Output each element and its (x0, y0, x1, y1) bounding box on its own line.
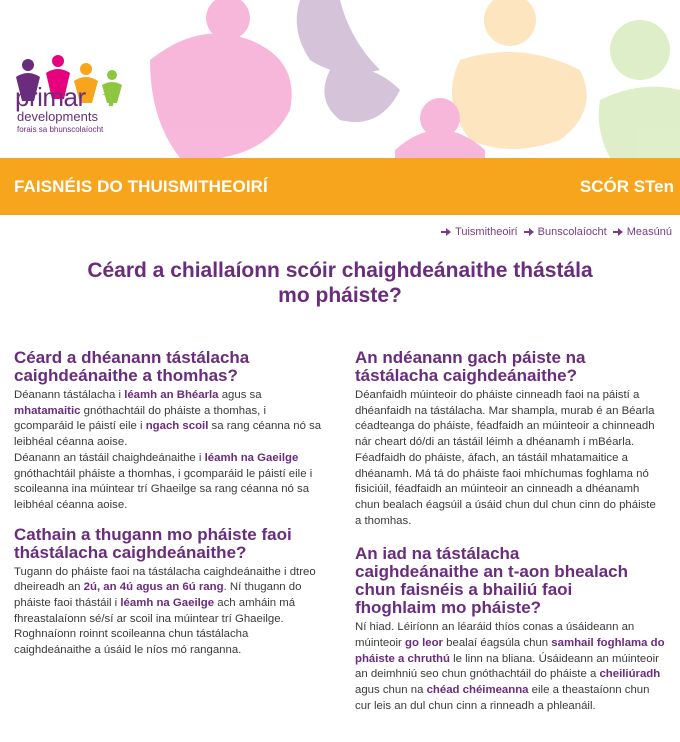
paragraph (14, 451, 324, 514)
logo-wordmark: primar (15, 82, 86, 112)
breadcrumb-label: Bunscolaíocht (537, 226, 607, 238)
text: bealaí éagsúla chun (443, 637, 552, 650)
highlight-text: samhail foghlama do pháiste a chruthú (355, 637, 665, 665)
figure-green (599, 20, 680, 158)
section-heading (14, 349, 324, 385)
heading-line: thástálacha caighdeánaithe? (14, 542, 247, 562)
banner-score-label: SCÓR STen (579, 177, 674, 196)
highlight-text: chéad chéimeanna (426, 684, 529, 697)
figure-purple-small (324, 68, 400, 123)
paragraph (355, 620, 665, 714)
paragraph (14, 388, 324, 451)
text: gnóthachtáil do pháiste a thomhas, i gcomparáid le páistí eile i (14, 404, 267, 433)
text: Déanann tástálacha i (14, 389, 125, 401)
section-heading (14, 526, 324, 562)
text: gnóthachtáil pháiste a thomhas, i gcomparáid le páistí eile i scoileanna ina múintear trí Ghaeilge sa rang céanna nó sa leibhéal céanna aoise. (14, 467, 313, 511)
heading-line: caighdeánaithe a thomhas? (14, 366, 238, 385)
text: le linn na bliana. Úsáideann an múinteoir an deimhniú seo chun gnóthachtáil do pháiste a (355, 652, 659, 681)
breadcrumb-label: Measúnú (626, 226, 672, 238)
heading-line: tástálacha caighdeánaithe? (355, 366, 578, 385)
page-title (0, 258, 680, 308)
heading-line: fhoghlaim mo pháiste? (355, 598, 542, 618)
breadcrumb-item-assessment[interactable] (613, 226, 672, 238)
figure-purple (297, 0, 380, 73)
section-what-measure (14, 349, 324, 514)
section-only-way (355, 545, 665, 714)
text: ach amháin má fhreastalaíonn sé/sí ar scoil ina múintear trí Ghaeilge. Roghnaíonn roinnt scoileanna chun tástálacha caighdeánaithe a úsáid le níos mó ranganna. (14, 597, 296, 657)
section-every-child (355, 349, 665, 529)
highlight-text: go leor (405, 637, 443, 650)
highlight-text: léamh na Gaeilge (204, 451, 299, 464)
arrow-right-icon (613, 227, 623, 237)
text: eile a theastaíonn chun cur leis an dul chun cinn a rinneadh a phleanáil. (355, 684, 650, 712)
highlight-text: 2ú, an 4ú agus an 6ú rang (83, 581, 224, 594)
heading-line: Cathain a thugann mo pháiste faoi (14, 524, 292, 544)
text: Ní hiad. Léiríonn an léaráid thíos conas a úsáideann an múinteoir (355, 621, 635, 650)
heading-line: An iad na tástálacha (355, 544, 520, 564)
left-column (14, 349, 324, 671)
text: agus sa (218, 389, 262, 401)
heading-line: caighdeánaithe an t-aon bhealach (355, 562, 629, 582)
text: sa rang céanna nó sa leibhéal céanna aoise. (14, 420, 322, 449)
right-column (355, 349, 665, 727)
breadcrumb-item-primary[interactable] (524, 226, 607, 238)
paragraph: Déanfaidh múinteoir do pháiste cinneadh faoi na páistí a dhéanfaidh na tástálacha. Mar shampla, murab é an Béarla céadteanga do pháiste, féadfaidh an múinteoir a chinneadh nár cheart dó/di an tástáil léimh a dhéanamh i mBéarla. Féadfaidh do pháiste, áfach, an tástáil mhatamaitice a dhéanamh. Má tá do pháiste faoi mhíchumas foghlama nó fisiciúil, féadfaidh an múinteoir an cinneadh a dhéanamh chun bealach éagsúil a úsáid chun dul chun cinn do pháiste a thomhas. (355, 389, 656, 527)
page-title-line: mo pháiste? (278, 284, 402, 307)
logo-tagline: forais sa bhunscolaíocht (17, 125, 104, 134)
breadcrumb-label: Tuismitheoirí (455, 226, 518, 238)
arrow-right-icon (441, 227, 451, 237)
logo-y-figure-icon (100, 84, 122, 106)
text: . Ní thugann do pháiste faoi thástáil i (14, 581, 302, 610)
section-heading (355, 545, 665, 617)
figure-orange (452, 0, 587, 149)
highlight-text: léamh an Bhéarla (124, 389, 219, 401)
text: Tugann do pháiste faoi na tástálacha caighdeánaithe i dtreo dheireadh an (14, 565, 316, 594)
text: agus chun na (355, 684, 427, 697)
banner-title: FAISNÉIS DO THUISMITHEOIRÍ (14, 177, 268, 196)
breadcrumb (441, 226, 672, 238)
section-when-tests (14, 526, 324, 659)
text: Déanann an tástáil chaighdeánaithe i (14, 451, 205, 464)
logo-sub: developments (17, 109, 98, 124)
section-heading (355, 349, 665, 385)
page-title-line: Céard a chiallaíonn scóir chaighdeánaithe thástála (87, 259, 593, 282)
breadcrumb-item-parents[interactable] (441, 226, 518, 238)
heading-line: chun faisnéis a bhailiú faoi (355, 580, 573, 600)
highlight-text: cheiliúradh (599, 668, 661, 681)
highlight-text: ngach scoil (145, 420, 209, 433)
heading-line: Céard a dhéanann tástálacha (14, 348, 250, 367)
highlight-text: léamh na Gaeilge (120, 597, 215, 610)
paragraph (14, 565, 324, 659)
heading-line: An ndéanann gach páiste na (355, 348, 586, 367)
figure-pink (150, 0, 292, 158)
header (0, 0, 680, 158)
highlight-text: mhatamaitic (14, 404, 81, 417)
arrow-right-icon (524, 227, 534, 237)
